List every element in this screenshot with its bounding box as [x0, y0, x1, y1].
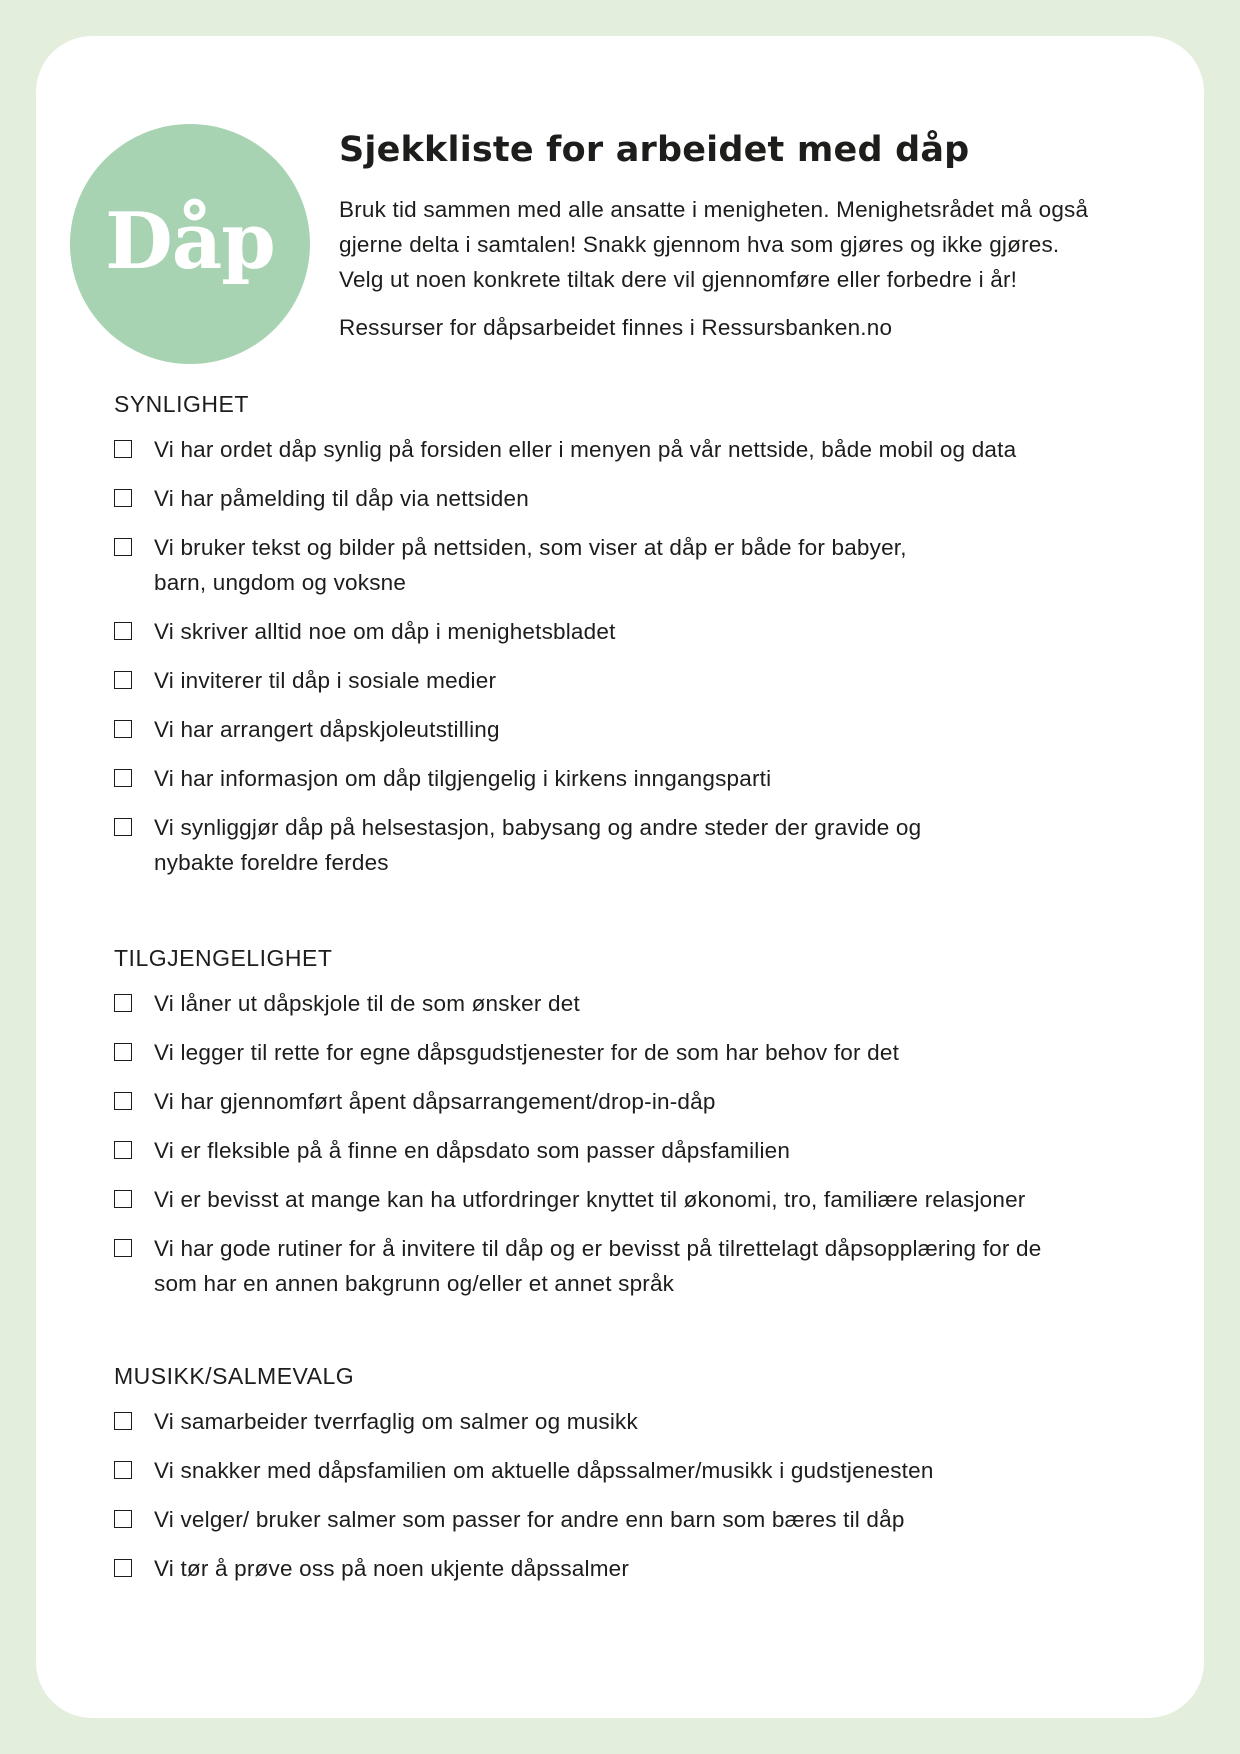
checklist-item — [114, 1133, 1174, 1168]
section-synlighet — [114, 391, 1174, 894]
item-text: Vi har informasjon om dåp tilgjengelig i kirkens inngangsparti — [154, 766, 772, 791]
section-heading: SYNLIGHET — [114, 391, 249, 417]
checklist-item — [114, 432, 1174, 467]
item-text: Vi bruker tekst og bilder på nettsiden, som viser at dåp er både for babyer, barn, ungdom og voksne — [154, 535, 907, 595]
checklist-card — [36, 36, 1204, 1718]
item-text: Vi har gjennomført åpent dåpsarrangement/drop-in-dåp — [154, 1089, 716, 1114]
checkbox[interactable] — [114, 671, 132, 689]
item-text: Vi synliggjør dåp på helsestasjon, babysang og andre steder der gravide og nybakte foreldre ferdes — [154, 815, 922, 875]
checklist-item — [114, 986, 1174, 1021]
section-heading: TILGJENGELIGHET — [114, 945, 333, 971]
item-text: Vi er bevisst at mange kan ha utfordringer knyttet til økonomi, tro, familiære relasjoner — [154, 1187, 1026, 1212]
checkbox[interactable] — [114, 1092, 132, 1110]
intro-paragraph — [339, 192, 1189, 297]
checklist-item — [114, 1551, 1174, 1586]
checkbox[interactable] — [114, 1412, 132, 1430]
item-text: Vi låner ut dåpskjole til de som ønsker det — [154, 991, 580, 1016]
checkbox[interactable] — [114, 1043, 132, 1061]
item-text: Vi legger til rette for egne dåpsgudstjenester for de som har behov for det — [154, 1040, 900, 1065]
checkbox[interactable] — [114, 489, 132, 507]
item-text: Vi tør å prøve oss på noen ukjente dåpssalmer — [154, 1556, 630, 1581]
item-text: Vi snakker med dåpsfamilien om aktuelle dåpssalmer/musikk i gudstjenesten — [154, 1458, 934, 1483]
header — [339, 130, 1189, 345]
checkbox[interactable] — [114, 538, 132, 556]
checklist-item — [114, 761, 1174, 796]
checklist-item — [114, 712, 1174, 747]
checklist-item — [114, 663, 1174, 698]
checklist-item — [114, 530, 1174, 600]
checkbox[interactable] — [114, 818, 132, 836]
checklist-item — [114, 1035, 1174, 1070]
intro-line: Bruk tid sammen med alle ansatte i menigheten. Menighetsrådet må også — [339, 197, 1089, 222]
checkbox[interactable] — [114, 1190, 132, 1208]
checkbox[interactable] — [114, 769, 132, 787]
checkbox[interactable] — [114, 1239, 132, 1257]
intro-line: gjerne delta i samtalen! Snakk gjennom hva som gjøres og ikke gjøres. — [339, 232, 1060, 257]
checklist-item — [114, 614, 1174, 649]
checklist-item — [114, 1453, 1174, 1488]
checklist-item — [114, 1404, 1174, 1439]
checklist-item — [114, 1231, 1174, 1301]
item-text: Vi velger/ bruker salmer som passer for andre enn barn som bæres til dåp — [154, 1507, 905, 1532]
resources-note: Ressurser for dåpsarbeidet finnes i Ressursbanken.no — [339, 315, 893, 340]
checkbox[interactable] — [114, 622, 132, 640]
logo-text: Dåp — [105, 195, 275, 287]
checklist-item — [114, 810, 1174, 880]
checklist-item — [114, 1084, 1174, 1119]
checkbox[interactable] — [114, 720, 132, 738]
checklist-item — [114, 481, 1174, 516]
checkbox[interactable] — [114, 1510, 132, 1528]
intro-line: Velg ut noen konkrete tiltak dere vil gjennomføre eller forbedre i år! — [339, 267, 1018, 292]
checklist-item — [114, 1182, 1174, 1217]
item-text: Vi skriver alltid noe om dåp i menighetsbladet — [154, 619, 616, 644]
item-text: Vi har påmelding til dåp via nettsiden — [154, 486, 529, 511]
checkbox[interactable] — [114, 1461, 132, 1479]
item-text: Vi inviterer til dåp i sosiale medier — [154, 668, 497, 693]
item-text: Vi har gode rutiner for å invitere til dåp og er bevisst på tilrettelagt dåpsopplæring for de som har en annen bakgrunn og/eller et annet språk — [154, 1236, 1042, 1296]
checkbox[interactable] — [114, 440, 132, 458]
checkbox[interactable] — [114, 1559, 132, 1577]
page-title: Sjekkliste for arbeidet med dåp — [339, 130, 970, 170]
section-heading: MUSIKK/SALMEVALG — [114, 1363, 355, 1389]
checkbox[interactable] — [114, 1141, 132, 1159]
checkbox[interactable] — [114, 994, 132, 1012]
checklist-item — [114, 1502, 1174, 1537]
item-text: Vi har arrangert dåpskjoleutstilling — [154, 717, 500, 742]
item-text: Vi har ordet dåp synlig på forsiden eller i menyen på vår nettside, både mobil og data — [154, 437, 1017, 462]
section-tilgjengelighet — [114, 945, 1174, 1315]
dap-logo — [70, 124, 310, 364]
section-musikk-salmevalg — [114, 1363, 1174, 1600]
item-text: Vi er fleksible på å finne en dåpsdato som passer dåpsfamilien — [154, 1138, 791, 1163]
item-text: Vi samarbeider tverrfaglig om salmer og musikk — [154, 1409, 638, 1434]
